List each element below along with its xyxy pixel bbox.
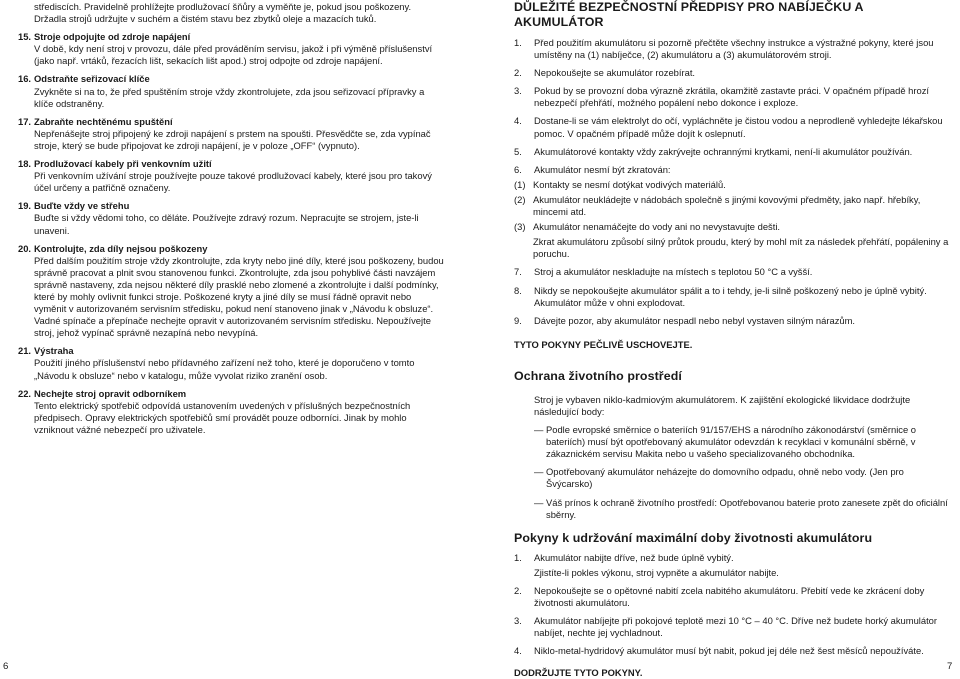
rule-number: 21.: [18, 345, 32, 357]
battery-rule-number: 2.: [514, 67, 522, 79]
environment-bullet: [514, 497, 950, 521]
short-circuit-rule-text: Akumulátor neukládejte v nádobách společně s jinými kovovými předměty, jako např. hřebíky, mincemi atd.: [533, 193, 921, 218]
battery-rule-number: 4.: [514, 115, 522, 127]
battery-rule-number: 5.: [514, 145, 522, 157]
battery-rule-text: Akumulátorové kontakty vždy zakrývejte ochrannými krytkami, není-li akumulátor používán.: [534, 145, 913, 157]
short-circuit-rule: [514, 221, 950, 233]
tip-text: Akumulátor nabíjejte při pokojové teplotě mezi 10 °C – 40 °C. Dříve než budete horký akumulátor nabíjet, nechte jej vychladnout.: [534, 615, 938, 639]
environment-bullet: [514, 466, 950, 490]
short-circuit-rule: [514, 179, 950, 191]
environment-bullet-text: Podle evropské směrnice o bateriích 91/157/EHS a národního zákonodárství (směrnice o bateriích) musí být opotřebovaný akumulátor odevzdán k recyklaci v komunální sběrně, v zákaznickém servisu Makita nebo u vašeho specializovaného obchodníka.: [546, 424, 916, 460]
rule-number: 16.: [18, 73, 32, 85]
safety-rule-item: [18, 345, 444, 381]
battery-rule: [514, 115, 950, 139]
tip-number: 4.: [514, 645, 522, 657]
dash-bullet-icon: —: [534, 466, 544, 478]
environment-title: Ochrana životního prostředí: [514, 368, 682, 383]
rule-body: Použití jiného příslušenství nebo přídavného zařízení než toho, které je doporučeno v tomto „Návodu k obsluze“ nebo v katalogu, může vyvolat riziko zranění osob.: [34, 357, 415, 381]
rule-body: Nepřenášejte stroj připojený ke zdroji napájení s prstem na spoušti. Přesvědčte se, zda vypínač stroje, který se bude připojovat ke zdroji napájení, je v poloze „OFF“ (vypnuto).: [34, 127, 431, 151]
tip-text: Nepokoušejte se o opětovné nabití zcela nabitého akumulátoru. Přebití vede ke zkrácení doby životnosti akumulátoru.: [534, 584, 925, 608]
safety-rule-item: [18, 243, 444, 340]
battery-life-tip: [514, 552, 950, 564]
battery-life-tip: [514, 615, 950, 639]
rule-number: 18.: [18, 158, 32, 170]
rule-body: Při venkovním užívání stroje používejte pouze takové prodlužovací kabely, které jsou pro takový účel určeny a patřičně označeny.: [34, 170, 432, 194]
battery-rule-text: Před použitím akumulátoru si pozorně přečtěte všechny instrukce a výstražné pokyny, které jsou umístěny na (1) nabíječce, (2) akumulátoru a (3) akumulátorovém stroji.: [534, 37, 934, 61]
battery-life-title: Pokyny k udržování maximální doby životnosti akumulátoru: [514, 530, 873, 545]
short-circuit-rule-text: Kontakty se nesmí dotýkat vodivých materiálů.: [533, 178, 726, 190]
environment-bullet-text: Váš prínos k ochraně životního prostředí: Opotřebovanou baterie proto zanesete zpět do oficiální sběrny.: [546, 496, 948, 520]
rule-body: Před dalším použitím stroje vždy zkontrolujte, zda kryty nebo jiné díly, které jsou poškozeny, budou správně pracovat a plnit svou stanovenou funkci. Zkontrolujte, zda jsou pohyblivé části navzájem správně nastaveny, zda nejsou některé díly prasklé nebo zlomené a zkontrolujte i další podmínky, které by mohly ovlivnit funkci stroje. Poškozené kryty a jiné díly se musí řádně opravit nebo vyměnit v autorizovaném servisním středisku, pokud není stanoveno jinak v „Návodu k obsluze“. Vadné spínače a přepínače nechejte opravit v autorizovaném servisním středisku. Nepoužívejte stroj, jehož vypínač správně nezapíná nebo nevypíná.: [34, 254, 444, 339]
battery-rule-number: 9.: [514, 314, 522, 326]
safety-rule-item: [18, 388, 444, 436]
battery-rule-number: 7.: [514, 266, 522, 278]
short-circuit-rule-text: Akumulátor nenamáčejte do vody ani no nevystavujte dešti.: [533, 221, 781, 233]
page-number-right: 7: [947, 661, 953, 672]
safety-rule-item: [18, 116, 444, 152]
battery-rule: [514, 37, 950, 61]
short-circuit-note: Zkrat akumulátoru způsobí silný průtok proudu, který by mohl mít za následek přehřátí, popáleniny a poruchu.: [533, 236, 949, 260]
rule-heading: Nechejte stroj opravit odborníkem: [34, 387, 187, 399]
battery-rule-text: Dávejte pozor, aby akumulátor nespadl nebo nebyl vystaven silným nárazům.: [534, 314, 856, 326]
rule-heading: Odstraňte seřizovací klíče: [34, 73, 150, 85]
rule-heading: Výstraha: [34, 345, 74, 357]
battery-rule: [514, 315, 950, 327]
dash-bullet-icon: —: [534, 496, 544, 508]
battery-rule-number: 6.: [514, 163, 522, 175]
right-column: [514, 0, 953, 679]
dash-bullet-icon: —: [534, 424, 544, 436]
battery-rule-number: 3.: [514, 85, 522, 97]
rule-body: Zvykněte si na to, že před spuštěním stroje vždy zkontrolujete, zda jsou seřizovací přípravky a klíče odstraněny.: [34, 85, 425, 109]
battery-rule-text: Dostane-li se vám elektrolyt do očí, vypláchněte je čistou vodou a neprodleně vyhledejte lékařskou pomoc. V opačném případě může dojít k oslepnutí.: [534, 115, 943, 139]
battery-rule: [514, 85, 950, 109]
rule-number: 20.: [18, 242, 32, 254]
tip-number: 3.: [514, 615, 522, 627]
safety-rule-item: [18, 200, 444, 236]
battery-rule-number: 1.: [514, 37, 522, 48]
battery-rule: [514, 266, 950, 278]
rule-heading: Stroje odpojujte od zdroje napájení: [34, 31, 191, 43]
left-column: [18, 0, 444, 436]
tip-text: Niklo-metal-hydridový akumulátor musí být nabit, pokud jej déle než šest měsíců nepoužíváte.: [534, 645, 924, 657]
rule-number: 19.: [18, 200, 32, 212]
battery-rule-text: Stroj a akumulátor neskladujte na místech s teplotou 50 °C a vyšší.: [534, 266, 813, 278]
battery-rule: [514, 146, 950, 158]
short-circuit-rule: [514, 194, 950, 218]
rule-body: Tento elektrický spotřebič odpovídá ustanovením uvedených v příslušných bezpečnostních předpisech. Opravy elektrických spotřebičů smí provádět pouze odborníci. Jinak by mohlo vzniknout vážné nebezpečí pro uživatele.: [34, 399, 411, 435]
battery-life-note: Zjistíte-li pokles výkonu, stroj vypněte a akumulátor nabijte.: [534, 566, 779, 578]
tip-number: 1.: [514, 551, 522, 563]
rule-body: V době, kdy není stroj v provozu, dále před prováděním servisu, jakož i při výměně příslušenství (jako např. vrtáků, řezacích lišt, sekacích lišt apod.) stroj odpojte od zdroje napájení.: [34, 43, 433, 67]
battery-life-tip: [514, 585, 950, 609]
rule-heading: Prodlužovací kabely při venkovním užití: [34, 158, 212, 170]
rule-heading: Buďte vždy ve střehu: [34, 200, 130, 212]
safety-rule-item: [18, 73, 444, 109]
battery-rule: [514, 164, 950, 176]
short-circuit-rule-number: (2): [514, 193, 526, 205]
follow-instructions-notice: DODRŽUJTE TYTO POKYNY.: [514, 667, 643, 679]
safety-rule-item: [18, 158, 444, 194]
environment-bullet-text: Opotřebovaný akumulátor neházejte do domovního odpadu, ohně nebo vody. (Jen pro Švýcarsko): [546, 466, 904, 490]
keep-instructions-notice: TYTO POKYNY PEČLIVĚ USCHOVEJTE.: [514, 338, 693, 350]
rule-number: 17.: [18, 115, 32, 127]
tip-number: 2.: [514, 584, 522, 596]
environment-text: Stroj je vybaven niklo-kadmiovým akumulátorem. K zajištění ekologické likvidace dodržujte následující body:: [534, 393, 911, 417]
battery-rule: [514, 67, 950, 79]
intro-paragraph: střediscích. Pravidelně prohlížejte prodlužovací šňůry a vyměňte je, pokud jsou poškozeny. Držadla strojů udržujte v suchém a čistém stavu bez zbytků oleje a mazacích tuků.: [34, 1, 412, 25]
battery-rule-text: Nepokoušejte se akumulátor rozebírat.: [534, 67, 696, 79]
tip-text: Akumulátor nabijte dříve, než bude úplně vybitý.: [534, 551, 734, 563]
short-circuit-rule-number: (1): [514, 178, 526, 190]
battery-rule-text: Nikdy se nepokoušejte akumulátor spálit a to i tehdy, je-li silně poškozený nebo je úplně vybitý. Akumulátor může v ohni explodovat.: [534, 284, 927, 308]
battery-rule-text: Akumulátor nesmí být zkratován:: [534, 163, 671, 175]
battery-life-tip: [514, 645, 950, 657]
environment-bullet: [514, 424, 950, 460]
rule-heading: Kontrolujte, zda díly nejsou poškozeny: [34, 242, 208, 254]
battery-rule: [514, 285, 950, 309]
rule-number: 22.: [18, 387, 32, 399]
rule-body: Buďte si vždy vědomi toho, co děláte. Používejte zdravý rozum. Nepracujte se strojem, jste-li unaveni.: [34, 212, 419, 236]
battery-rule-number: 8.: [514, 284, 522, 296]
battery-rule-text: Pokud by se provozní doba výrazně zkrátila, okamžitě zastavte práci. V opačném případě hrozí nebezpečí přehřátí, možného popálení nebo dokonce i exploze.: [534, 85, 929, 109]
short-circuit-rule-number: (3): [514, 221, 526, 233]
page-number-left: 6: [3, 661, 9, 672]
rule-heading: Zabraňte nechtěnému spuštění: [34, 115, 173, 127]
safety-rule-item: [18, 31, 444, 67]
rule-number: 15.: [18, 31, 32, 43]
battery-safety-title: DŮLEŽITÉ BEZPEČNOSTNÍ PŘEDPISY PRO NABÍJEČKU A AKUMULÁTOR: [514, 0, 864, 29]
